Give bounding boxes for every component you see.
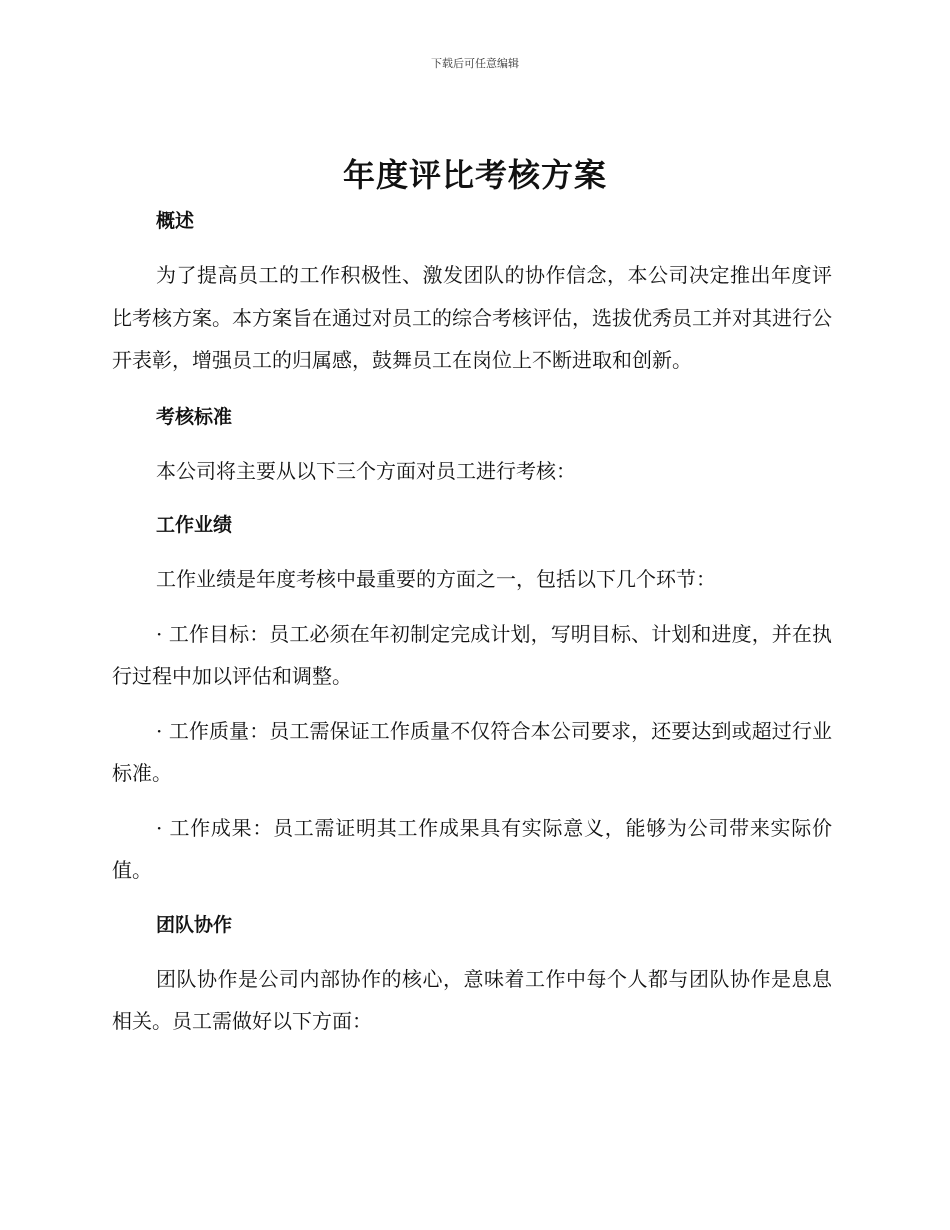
header-note: 下载后可任意编辑 — [431, 57, 519, 70]
section-heading-overview: 概述 — [156, 210, 195, 232]
paragraph-teamwork: 团队协作是公司内部协作的核心，意味着工作中每个人都与团队协作是息息相关。员工需做好以下方面： — [112, 966, 832, 1033]
bullet-work-result: · 工作成果：员工需证明其工作成果具有实际意义，能够为公司带来实际价值。 — [112, 815, 832, 882]
bullet-work-quality: · 工作质量：员工需保证工作质量不仅符合本公司要求，还要达到或超过行业标准。 — [112, 718, 832, 785]
paragraph-overview: 为了提高员工的工作积极性、激发团队的协作信念，本公司决定推出年度评比考核方案。本方案旨在通过对员工的综合考核评估，选拔优秀员工并对其进行公开表彰，增强员工的归属感，鼓舞员工在岗位上不断进取和创新。 — [112, 263, 832, 372]
document-body — [112, 200, 832, 1043]
section-heading-criteria: 考核标准 — [156, 405, 233, 428]
document-title: 年度评比考核方案 — [342, 156, 607, 194]
paragraph-criteria: 本公司将主要从以下三个方面对员工进行考核： — [156, 458, 576, 483]
section-heading-teamwork: 团队协作 — [156, 913, 233, 936]
paragraph-performance: 工作业绩是年度考核中最重要的方面之一，包括以下几个环节： — [156, 567, 716, 591]
section-heading-performance: 工作业绩 — [156, 514, 233, 536]
bullet-work-goal: · 工作目标：员工必须在年初制定完成计划，写明目标、计划和进度，并在执行过程中加以评估和调整。 — [112, 621, 832, 688]
